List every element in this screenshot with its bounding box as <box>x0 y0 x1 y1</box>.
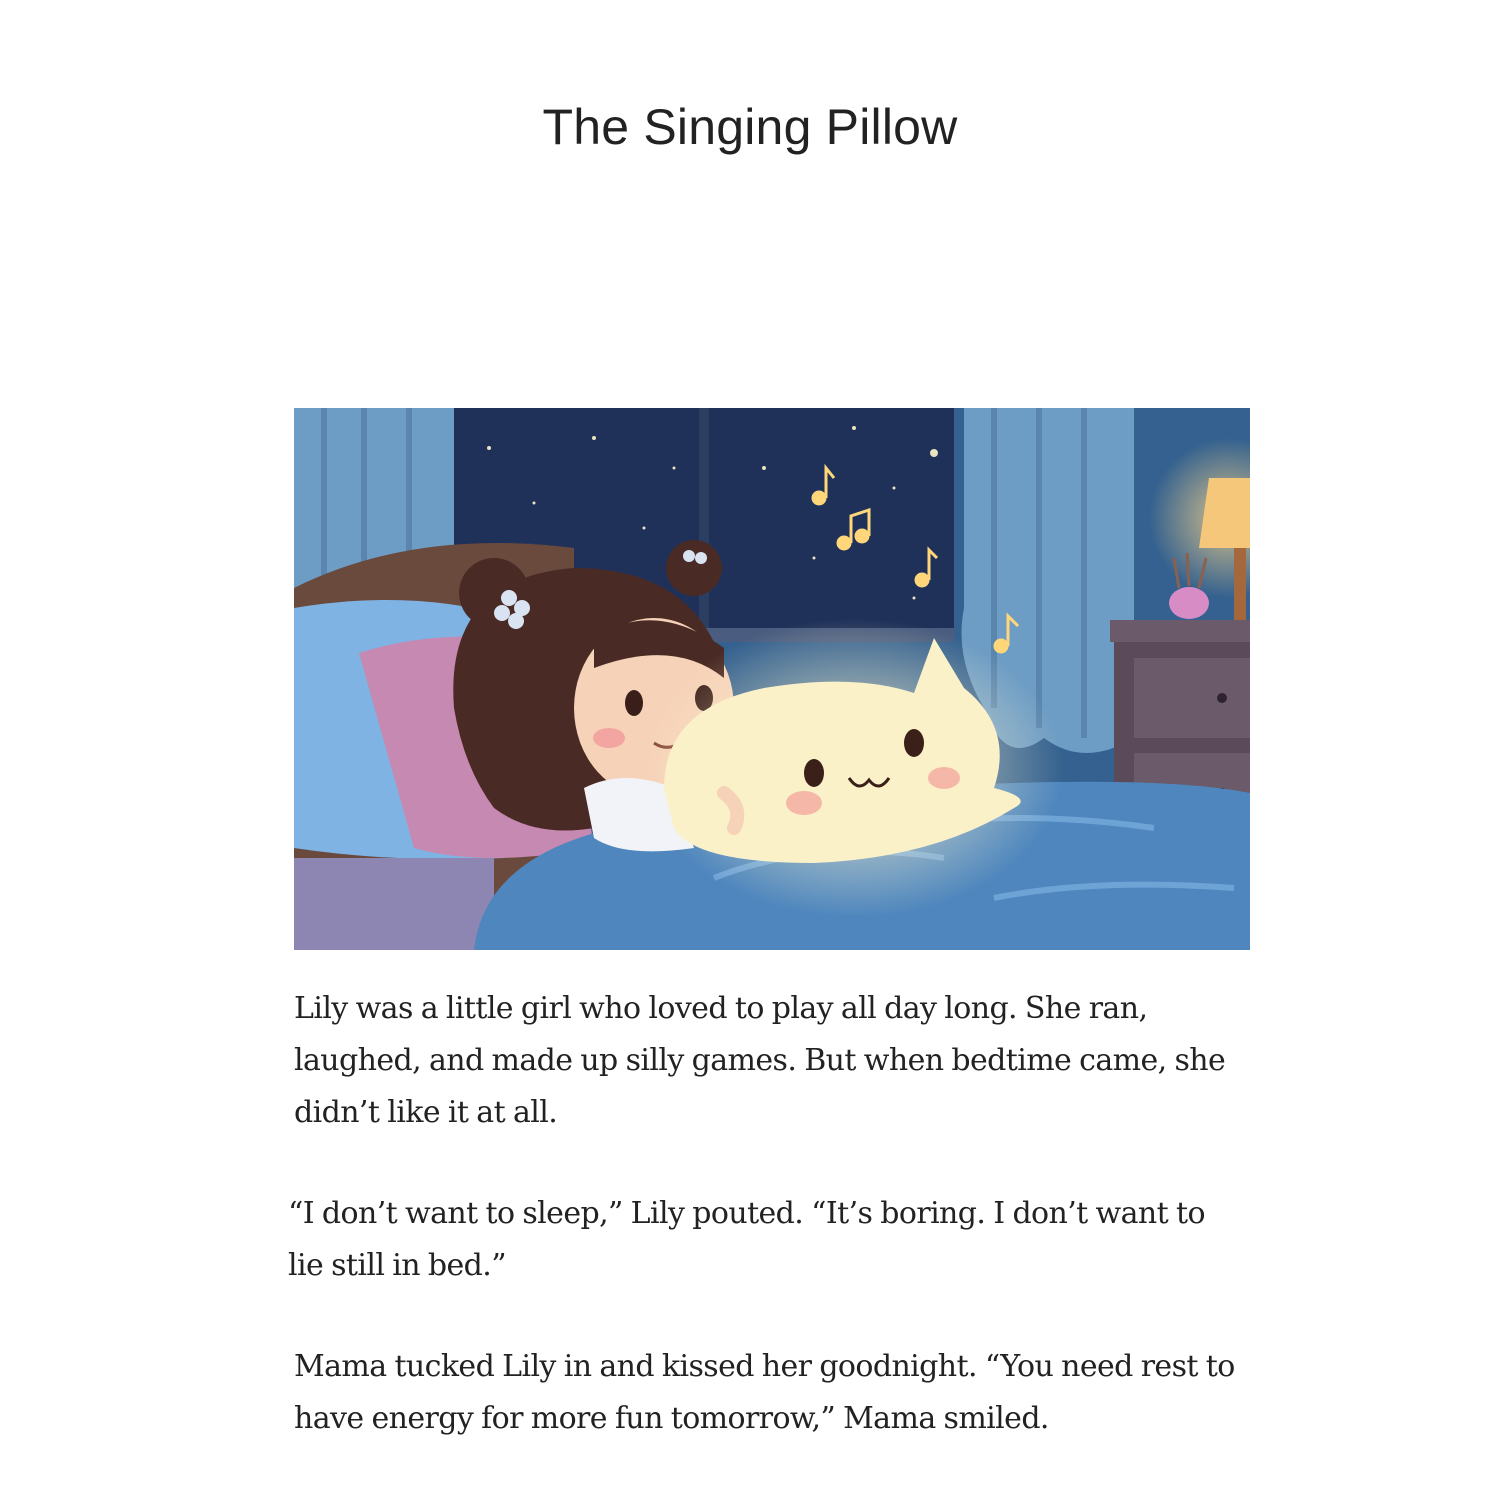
story-paragraph: Lily was a little girl who loved to play all day long. She ran, laughed, and made up silly games. But when bedtime came, she didn’t like it at all. <box>294 991 1226 1130</box>
story-paragraph: “I don’t want to sleep,” Lily pouted. “It’s boring. I don’t want to lie still in bed.” <box>288 1196 1205 1283</box>
bedtime-illustration <box>294 408 1250 950</box>
story-title: The Singing Pillow <box>542 99 958 155</box>
toy-icon <box>1169 587 1209 619</box>
story-paragraph: Mama tucked Lily in and kissed her goodnight. “You need rest to have energy for more fun tomorrow,” Mama smiled. <box>294 1349 1235 1436</box>
